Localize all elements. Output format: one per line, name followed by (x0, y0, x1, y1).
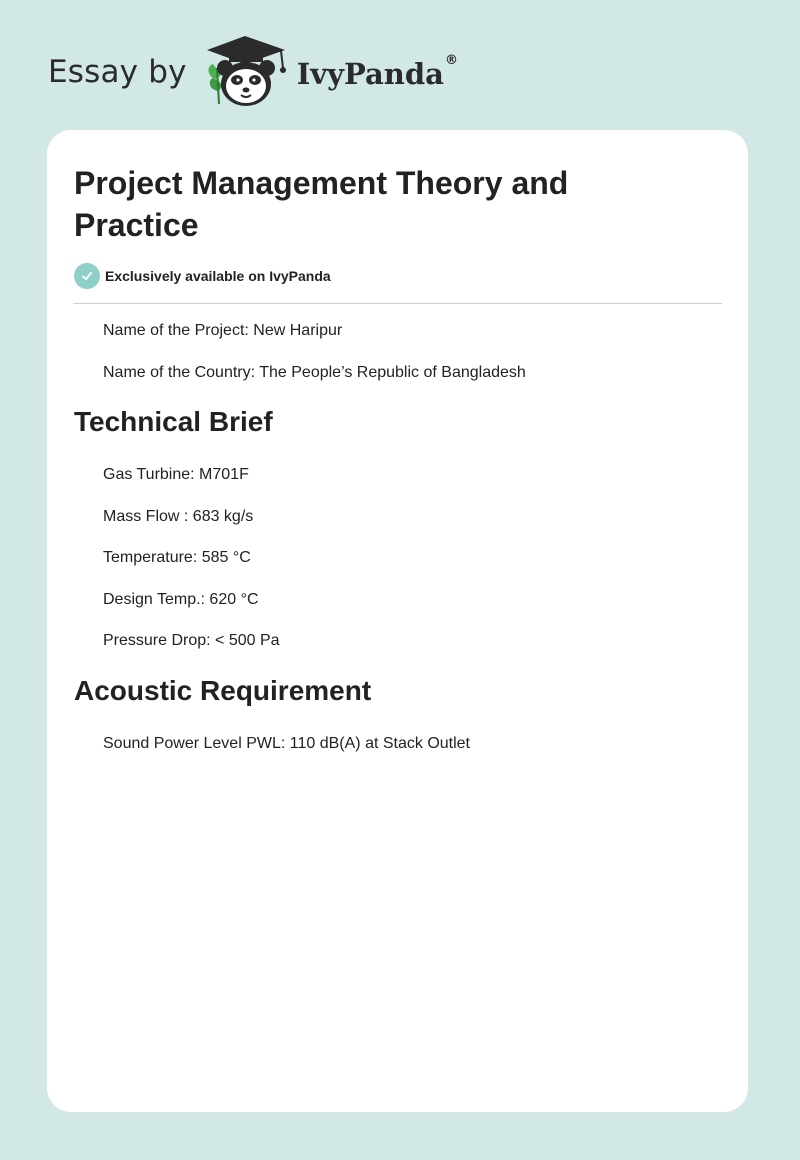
site-header (48, 34, 458, 110)
intro-line-project: Name of the Project: New Haripur (103, 322, 343, 339)
essay-by-label: Essay by (48, 54, 187, 90)
section-heading-acoustic-requirement: Acoustic Requirement (74, 675, 372, 706)
page-title: Project Management Theory and Practice (74, 165, 569, 243)
divider (73, 303, 722, 304)
technical-item: Temperature: 585 °C (103, 549, 251, 566)
exclusive-badge (74, 263, 331, 289)
technical-item: Mass Flow : 683 kg/s (103, 508, 254, 525)
registered-mark: ® (444, 53, 458, 68)
intro-line-country: Name of the Country: The People’s Republic of Bangladesh (103, 364, 526, 381)
exclusive-badge-text: Exclusively available on IvyPanda (105, 268, 331, 284)
acoustic-item: Sound Power Level PWL: 110 dB(A) at Stack Outlet (103, 735, 470, 752)
brand-name[interactable]: IvyPanda® (296, 53, 458, 91)
technical-item: Pressure Drop: < 500 Pa (103, 632, 280, 649)
technical-item: Design Temp.: 620 °C (103, 591, 259, 608)
section-heading-technical-brief: Technical Brief (74, 406, 273, 437)
panda-graduation-cap-logo-icon[interactable] (203, 34, 293, 110)
essay-card (47, 130, 748, 1112)
technical-item: Gas Turbine: M701F (103, 466, 249, 483)
check-circle-icon (74, 263, 100, 289)
